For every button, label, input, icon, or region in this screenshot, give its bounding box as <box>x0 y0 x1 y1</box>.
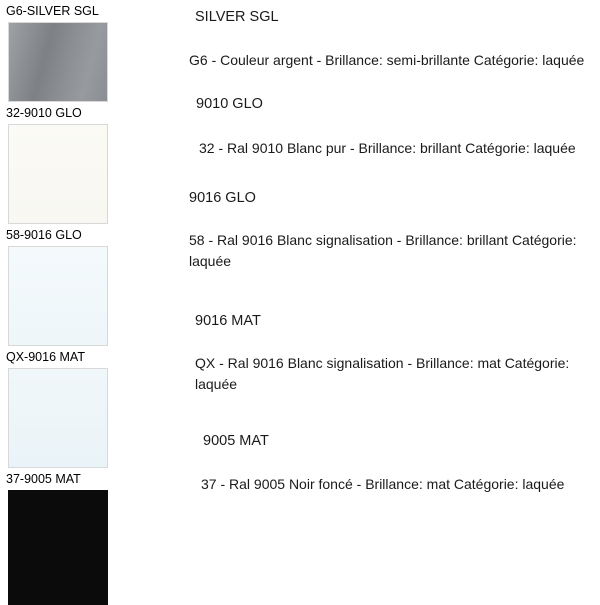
list-item[interactable] <box>0 224 180 346</box>
entry-title: 9005 MAT <box>203 433 269 449</box>
swatch-color-chip[interactable] <box>8 124 108 224</box>
swatch-code-label: 32-9010 GLO <box>6 106 82 120</box>
list-item[interactable] <box>0 468 180 605</box>
swatch-code-label: QX-9016 MAT <box>6 350 85 364</box>
list-item <box>180 188 600 272</box>
entry-title: SILVER SGL <box>195 9 279 25</box>
swatch-color-chip[interactable] <box>8 246 108 346</box>
swatch-color-chip[interactable] <box>8 490 108 605</box>
entry-description: G6 - Couleur argent - Brillance: semi-brillante Catégorie: laquée <box>189 52 585 68</box>
entry-title: 9016 GLO <box>189 190 256 206</box>
entry-description: QX - Ral 9016 Blanc signalisation - Brillance: mat Catégorie: laquée <box>195 355 570 392</box>
list-item <box>180 94 600 159</box>
swatch-code-label: 37-9005 MAT <box>6 472 81 486</box>
swatch-color-chip[interactable] <box>8 22 108 102</box>
swatch-code-label: 58-9016 GLO <box>6 228 82 242</box>
list-item <box>180 431 600 495</box>
entry-description: 32 - Ral 9010 Blanc pur - Brillance: brillant Catégorie: laquée <box>199 140 576 156</box>
swatch-code-label: G6-SILVER SGL <box>6 4 99 18</box>
swatch-color-chip[interactable] <box>8 368 108 468</box>
list-item <box>180 311 600 395</box>
color-description-list <box>180 0 600 495</box>
entry-title: 9010 GLO <box>196 96 263 112</box>
color-swatch-list <box>0 0 180 605</box>
list-item <box>180 7 600 71</box>
entry-title: 9016 MAT <box>195 313 261 329</box>
list-item[interactable] <box>0 102 180 224</box>
entry-description: 58 - Ral 9016 Blanc signalisation - Brillance: brillant Catégorie: laquée <box>189 232 577 269</box>
entry-description: 37 - Ral 9005 Noir foncé - Brillance: mat Catégorie: laquée <box>201 476 565 492</box>
list-item[interactable] <box>0 346 180 468</box>
list-item[interactable] <box>0 0 180 102</box>
